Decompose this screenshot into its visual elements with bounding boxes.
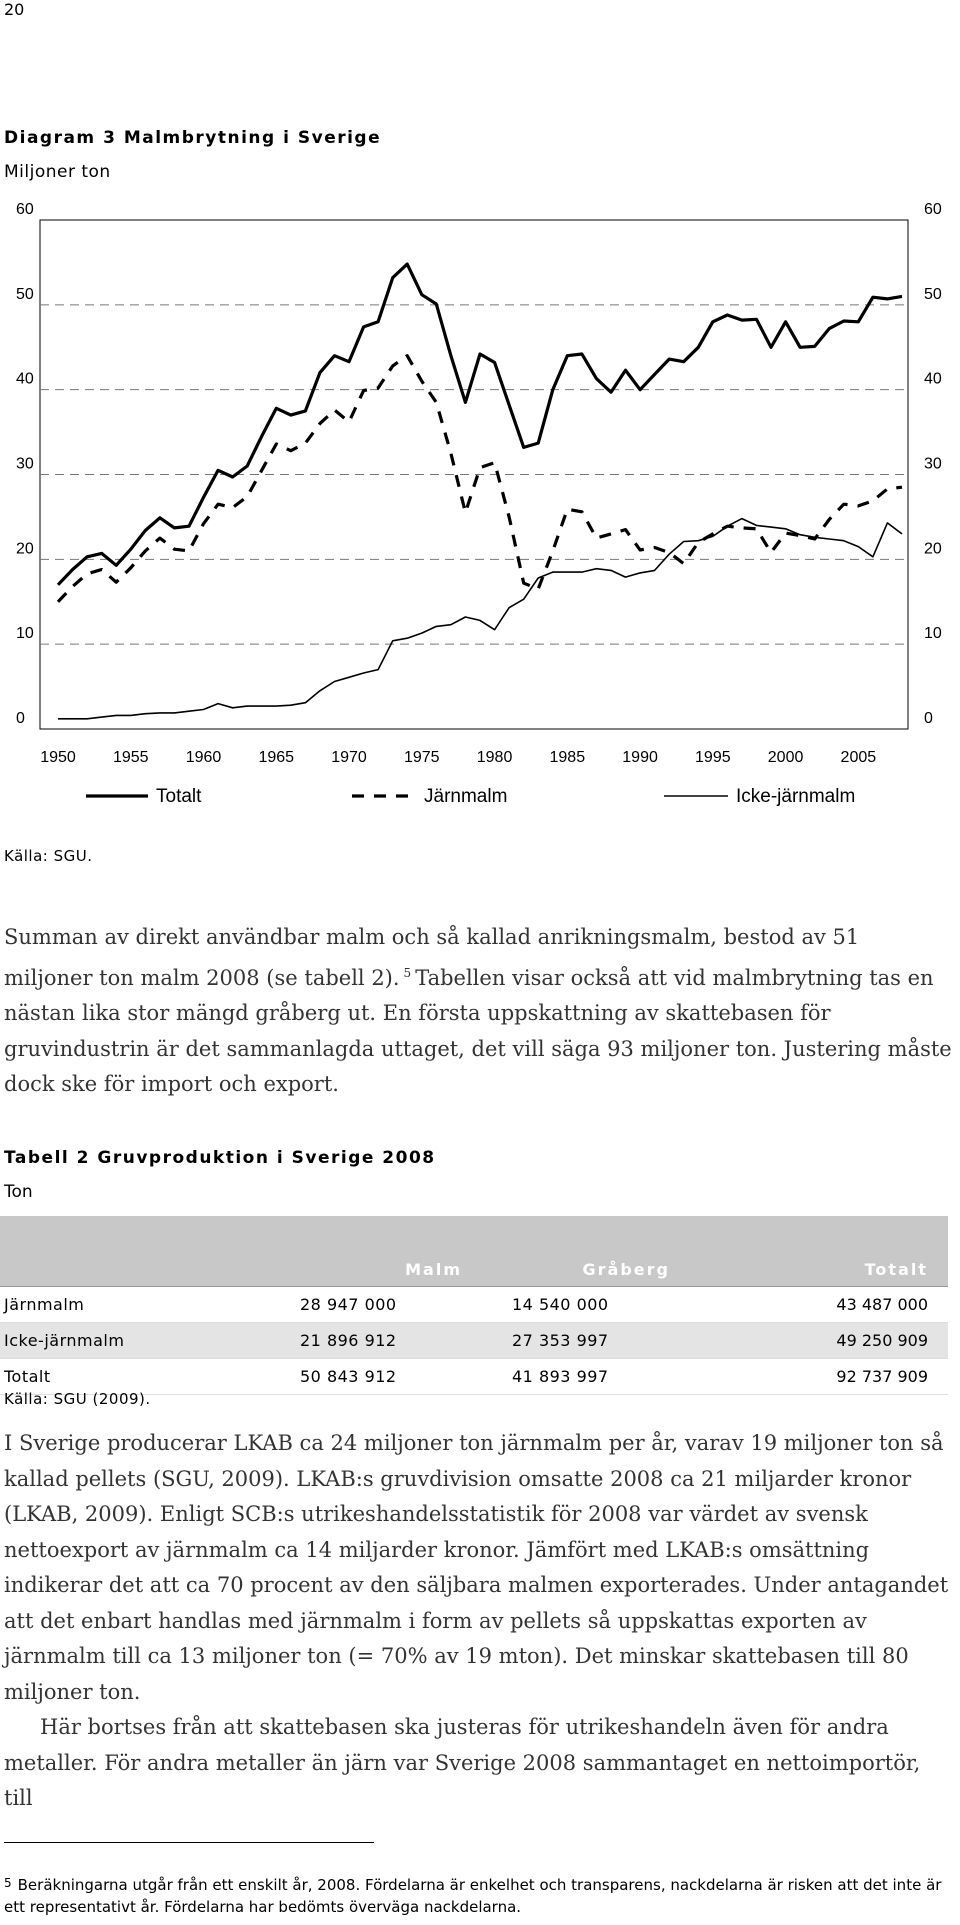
x-tick-label: 1975 xyxy=(403,749,440,766)
legend-label: Järnmalm xyxy=(424,786,508,807)
y-tick-label-left: 50 xyxy=(16,285,34,303)
cell-malm: 28 947 000 xyxy=(300,1287,470,1323)
cell-malm: 50 843 912 xyxy=(300,1359,470,1395)
footnote-number: 5 xyxy=(4,1876,12,1890)
footnote-ref[interactable]: 5 xyxy=(403,965,412,980)
diagram-unit: Miljoner ton xyxy=(4,162,111,182)
ore-mining-line-chart xyxy=(0,200,960,815)
column-header-malm: Malm xyxy=(300,1252,470,1287)
table-row xyxy=(0,1287,948,1323)
cell-totalt: 49 250 909 xyxy=(690,1323,948,1359)
x-tick-label: 2000 xyxy=(767,749,804,766)
x-tick-label: 1970 xyxy=(331,749,367,766)
column-header-totalt: Totalt xyxy=(690,1252,948,1287)
paragraph-1-text-b: Tabellen visar också att vid malmbrytning tas en nästan lika stor mängd gråberg ut. En första uppskattning av skattebasen för gruvindustrin är det sammanlagda uttaget, det vill säga 93 miljoner ton. Justering måste dock ske för import och export. xyxy=(4,965,952,1096)
x-tick-label: 1965 xyxy=(258,749,295,766)
y-tick-label-left: 20 xyxy=(16,540,34,558)
paragraph-1-text-a: Summan av direkt användbar malm och så kallad anrikningsmalm, bestod av 51 miljoner ton malm 2008 (se tabell 2). xyxy=(4,925,860,990)
y-tick-label-left: 30 xyxy=(16,455,34,473)
y-tick-label-left: 10 xyxy=(16,625,34,643)
x-tick-label: 1960 xyxy=(185,749,222,766)
cell-graberg: 41 893 997 xyxy=(470,1359,690,1395)
table-title: Tabell 2 Gruvproduktion i Sverige 2008 xyxy=(4,1148,436,1168)
table-unit: Ton xyxy=(4,1182,33,1202)
footnote-text: Beräkningarna utgår från ett enskilt år, 2008. Fördelarna är enkelhet och transparens, nackdelarna är risken att det inte är ett representativt år. Fördelarna har bedömts överväga nackdelarna. xyxy=(4,1876,942,1916)
paragraph-1 xyxy=(4,920,952,1103)
paragraph-2 xyxy=(4,1426,952,1817)
y-tick-label-right: 30 xyxy=(924,455,942,473)
y-tick-label-right: 40 xyxy=(924,370,942,388)
y-tick-label-right: 20 xyxy=(924,540,942,558)
y-tick-label-left: 60 xyxy=(16,201,34,218)
cell-graberg: 14 540 000 xyxy=(470,1287,690,1323)
y-tick-label-left: 40 xyxy=(16,370,34,388)
y-tick-label-right: 60 xyxy=(924,201,942,218)
y-tick-label-right: 10 xyxy=(924,625,942,643)
row-label: Totalt xyxy=(0,1359,300,1395)
diagram-source: Källa: SGU. xyxy=(4,847,93,865)
x-tick-label: 1985 xyxy=(549,749,586,766)
cell-totalt: 43 487 000 xyxy=(690,1287,948,1323)
x-tick-label: 1995 xyxy=(695,749,731,766)
cell-graberg: 27 353 997 xyxy=(470,1323,690,1359)
row-label: Järnmalm xyxy=(0,1287,300,1323)
page-number: 20 xyxy=(4,0,25,19)
table-source: Källa: SGU (2009). xyxy=(4,1390,151,1408)
y-tick-label-right: 50 xyxy=(924,285,942,303)
table-header-row xyxy=(0,1252,948,1287)
footnote-divider xyxy=(4,1842,374,1843)
y-tick-label-left: 0 xyxy=(16,710,25,727)
legend-label: Icke-järnmalm xyxy=(736,786,856,807)
footnote xyxy=(4,1872,956,1918)
column-header-graberg: Gråberg xyxy=(470,1252,690,1287)
paragraph-2-text: I Sverige producerar LKAB ca 24 miljoner ton järnmalm per år, varav 19 miljoner ton så kallad pellets (SGU, 2009). LKAB:s gruvdivision omsatte 2008 ca 21 miljarder kronor (LKAB, 2009). Enligt SCB:s utrikeshandelsstatistik för 2008 var värdet av svensk nettoexport av järnmalm ca 14 miljarder kronor. Jämfört med LKAB:s omsättning indikerar det att ca 70 procent av den säljbara malmen exporterades. Under antagandet att det enbart handlas med järnmalm i form av pellets så uppskattas exporten av järnmalm till ca 13 miljoner ton (= 70% av 19 mton). Det minskar skattebasen till 80 miljoner ton. xyxy=(4,1431,949,1704)
x-tick-label: 1980 xyxy=(476,749,513,766)
cell-malm: 21 896 912 xyxy=(300,1323,470,1359)
y-tick-label-right: 0 xyxy=(924,710,933,727)
paragraph-3-text: Här bortses från att skattebasen ska justeras för utrikeshandeln även för andra metaller. För andra metaller än järn var Sverige 2008 sammantaget en nettoimportör, till xyxy=(4,1715,921,1810)
x-tick-label: 1990 xyxy=(622,749,658,766)
series-line-1 xyxy=(58,356,902,602)
legend-label: Totalt xyxy=(156,786,202,807)
row-label: Icke-järnmalm xyxy=(0,1323,300,1359)
x-tick-label: 1950 xyxy=(40,749,76,766)
production-table xyxy=(0,1216,948,1395)
x-tick-label: 2005 xyxy=(840,749,877,766)
cell-totalt: 92 737 909 xyxy=(690,1359,948,1395)
x-tick-label: 1955 xyxy=(112,749,149,766)
table-row xyxy=(0,1323,948,1359)
diagram-title: Diagram 3 Malmbrytning i Sverige xyxy=(4,128,382,148)
series-line-0 xyxy=(58,264,902,585)
